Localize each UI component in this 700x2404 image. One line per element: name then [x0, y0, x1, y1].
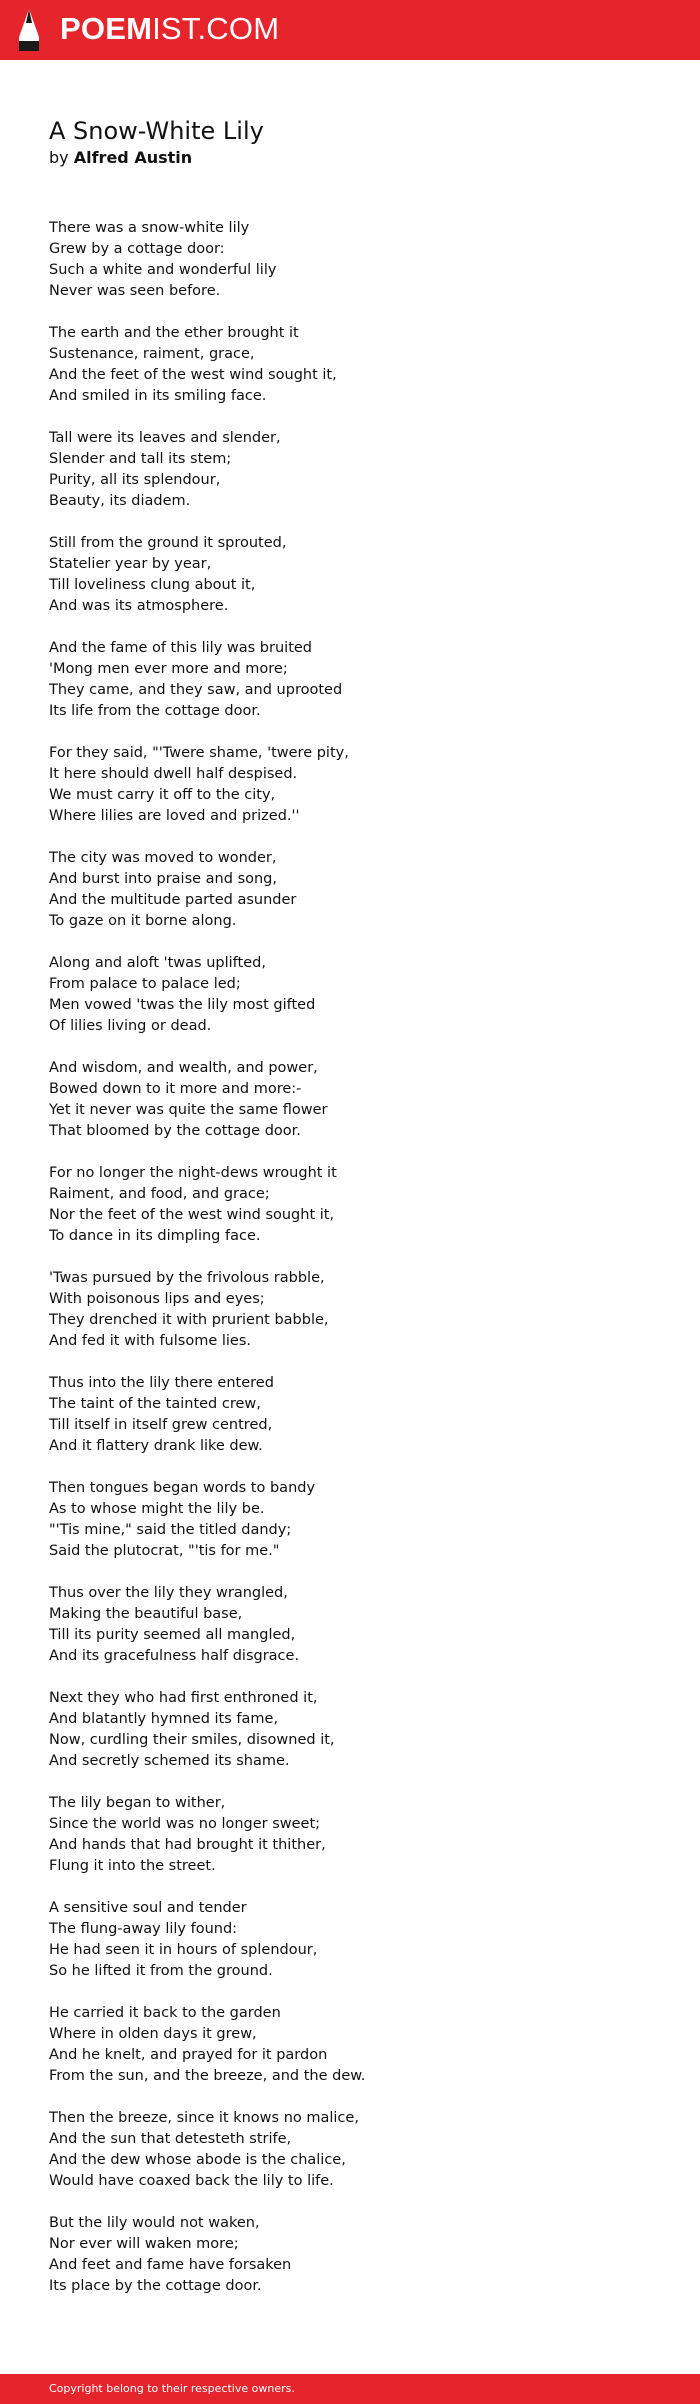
stanza	[49, 2108, 669, 2192]
poem-line: Never was seen before.	[49, 283, 221, 299]
brand-bold-text: POEM	[60, 11, 153, 46]
poem-line: Sustenance, raiment, grace,	[49, 346, 255, 362]
poem-line: And wisdom, and wealth, and power,	[49, 1060, 318, 1076]
poem-line: And was its atmosphere.	[49, 598, 229, 614]
stanza	[49, 218, 669, 302]
stanza	[49, 1058, 669, 1142]
poem-line: And blatantly hymned its fame,	[49, 1711, 279, 1727]
poem-line: Since the world was no longer sweet;	[49, 1816, 321, 1832]
poem-line: Making the beautiful base,	[49, 1606, 243, 1622]
poem-line: And the multitude parted asunder	[49, 892, 297, 908]
poem-line: And hands that had brought it thither,	[49, 1837, 326, 1853]
poem-line: And he knelt, and prayed for it pardon	[49, 2047, 328, 2063]
poem-line: Grew by a cottage door:	[49, 241, 225, 257]
poem-line: Beauty, its diadem.	[49, 493, 191, 509]
poem-line: And smiled in its smiling face.	[49, 388, 267, 404]
stanza	[49, 2213, 669, 2297]
poem-line: There was a snow-white lily	[49, 220, 250, 236]
poem-line: And burst into praise and song,	[49, 871, 277, 887]
stanza	[49, 848, 669, 932]
poem-line: A sensitive soul and tender	[49, 1900, 247, 1916]
poem-line: And the sun that detesteth strife,	[49, 2131, 292, 2147]
poem-line: 'Twas pursued by the frivolous rabble,	[49, 1270, 325, 1286]
poem-line: "'Tis mine," said the titled dandy;	[49, 1522, 292, 1538]
poem-line: Yet it never was quite the same flower	[49, 1102, 328, 1118]
poem-line: Bowed down to it more and more:-	[49, 1081, 302, 1097]
stanza	[49, 428, 669, 512]
poem-line: Next they who had first enthroned it,	[49, 1690, 318, 1706]
poem-line: And its gracefulness half disgrace.	[49, 1648, 300, 1664]
stanza	[49, 638, 669, 722]
poem-line: The earth and the ether brought it	[49, 325, 299, 341]
poem-line: From the sun, and the breeze, and the dew.	[49, 2068, 366, 2084]
poem-line: From palace to palace led;	[49, 976, 241, 992]
stanza	[49, 323, 669, 407]
poem-line: He carried it back to the garden	[49, 2005, 281, 2021]
stanza	[49, 533, 669, 617]
poem-line: Statelier year by year,	[49, 556, 212, 572]
poem-line: For no longer the night-dews wrought it	[49, 1165, 337, 1181]
poem-line: Would have coaxed back the lily to life.	[49, 2173, 334, 2189]
poem-line: To gaze on it borne along.	[49, 913, 237, 929]
poem-line: Till loveliness clung about it,	[49, 577, 256, 593]
poem-line: And the dew whose abode is the chalice,	[49, 2152, 346, 2168]
poem-line: Nor the feet of the west wind sought it,	[49, 1207, 335, 1223]
poem-line: Purity, all its splendour,	[49, 472, 221, 488]
poem-line: Tall were its leaves and slender,	[49, 430, 281, 446]
poem-line: We must carry it off to the city,	[49, 787, 276, 803]
author-name: Alfred Austin	[73, 148, 193, 167]
poem-line: They drenched it with prurient babble,	[49, 1312, 329, 1328]
poem-line: Along and aloft 'twas uplifted,	[49, 955, 266, 971]
stanza	[49, 1688, 669, 1772]
poem-line: Such a white and wonderful lily	[49, 262, 277, 278]
poem-line: Now, curdling their smiles, disowned it,	[49, 1732, 335, 1748]
poem-line: The city was moved to wonder,	[49, 850, 277, 866]
by-label: by	[49, 148, 69, 167]
poem-line: And the fame of this lily was bruited	[49, 640, 313, 656]
poem-line: To dance in its dimpling face.	[49, 1228, 261, 1244]
poem-line: It here should dwell half despised.	[49, 766, 298, 782]
poem-line: And secretly schemed its shame.	[49, 1753, 290, 1769]
poem-line: So he lifted it from the ground.	[49, 1963, 273, 1979]
poem-line: With poisonous lips and eyes;	[49, 1291, 265, 1307]
poem-line: The taint of the tainted crew,	[49, 1396, 261, 1412]
poem-line: Raiment, and food, and grace;	[49, 1186, 270, 1202]
poem-line: And feet and fame have forsaken	[49, 2257, 292, 2273]
poem-line: As to whose might the lily be.	[49, 1501, 265, 1517]
poem-line: Nor ever will waken more;	[49, 2236, 239, 2252]
poem-line: Men vowed 'twas the lily most gifted	[49, 997, 316, 1013]
poem-line: They came, and they saw, and uprooted	[49, 682, 343, 698]
stanza	[49, 1583, 669, 1667]
poem-line: Flung it into the street.	[49, 1858, 216, 1874]
brand-light-text: IST.COM	[152, 11, 280, 46]
stanza	[49, 1268, 669, 1352]
stanza	[49, 1898, 669, 1982]
poem-title: A Snow-White Lily	[49, 117, 264, 145]
stanza	[49, 953, 669, 1037]
stanza	[49, 743, 669, 827]
poem-line: Till itself in itself grew centred,	[49, 1417, 273, 1433]
poem-line: Slender and tall its stem;	[49, 451, 232, 467]
stanza	[49, 1373, 669, 1457]
poem-line: And it flattery drank like dew.	[49, 1438, 263, 1454]
poem-line: Then tongues began words to bandy	[49, 1480, 316, 1496]
poem-line: Till its purity seemed all mangled,	[49, 1627, 296, 1643]
poem-body	[49, 218, 669, 2318]
poem-line: Its place by the cottage door.	[49, 2278, 262, 2294]
site-header	[0, 0, 700, 60]
byline	[49, 147, 192, 169]
poem-line: That bloomed by the cottage door.	[49, 1123, 301, 1139]
poem-line: The flung-away lily found:	[49, 1921, 238, 1937]
stanza	[49, 1163, 669, 1247]
poem-line: Still from the ground it sprouted,	[49, 535, 287, 551]
poem-line: But the lily would not waken,	[49, 2215, 260, 2231]
poem-line: Said the plutocrat, "'tis for me."	[49, 1543, 280, 1559]
poem-line: The lily began to wither,	[49, 1795, 226, 1811]
poem-line: Thus over the lily they wrangled,	[49, 1585, 288, 1601]
stanza	[49, 1478, 669, 1562]
poem-line: Where lilies are loved and prized.''	[49, 808, 300, 824]
poem-line: 'Mong men ever more and more;	[49, 661, 288, 677]
poem-line: Its life from the cottage door.	[49, 703, 261, 719]
poem-line: Thus into the lily there entered	[49, 1375, 274, 1391]
poem-line: Then the breeze, since it knows no malice,	[49, 2110, 359, 2126]
poem-line: For they said, "'Twere shame, 'twere pity,	[49, 745, 349, 761]
stanza	[49, 2003, 669, 2087]
poem-line: He had seen it in hours of splendour,	[49, 1942, 318, 1958]
site-logo[interactable]	[60, 11, 279, 47]
poem-line: And fed it with fulsome lies.	[49, 1333, 252, 1349]
site-footer	[0, 2374, 700, 2404]
poem-line: Where in olden days it grew,	[49, 2026, 257, 2042]
pen-nib-icon	[15, 7, 43, 53]
copyright-text: Copyright belong to their respective owners.	[49, 2382, 295, 2395]
poem-line: Of lilies living or dead.	[49, 1018, 212, 1034]
stanza	[49, 1793, 669, 1877]
poem-line: And the feet of the west wind sought it,	[49, 367, 337, 383]
